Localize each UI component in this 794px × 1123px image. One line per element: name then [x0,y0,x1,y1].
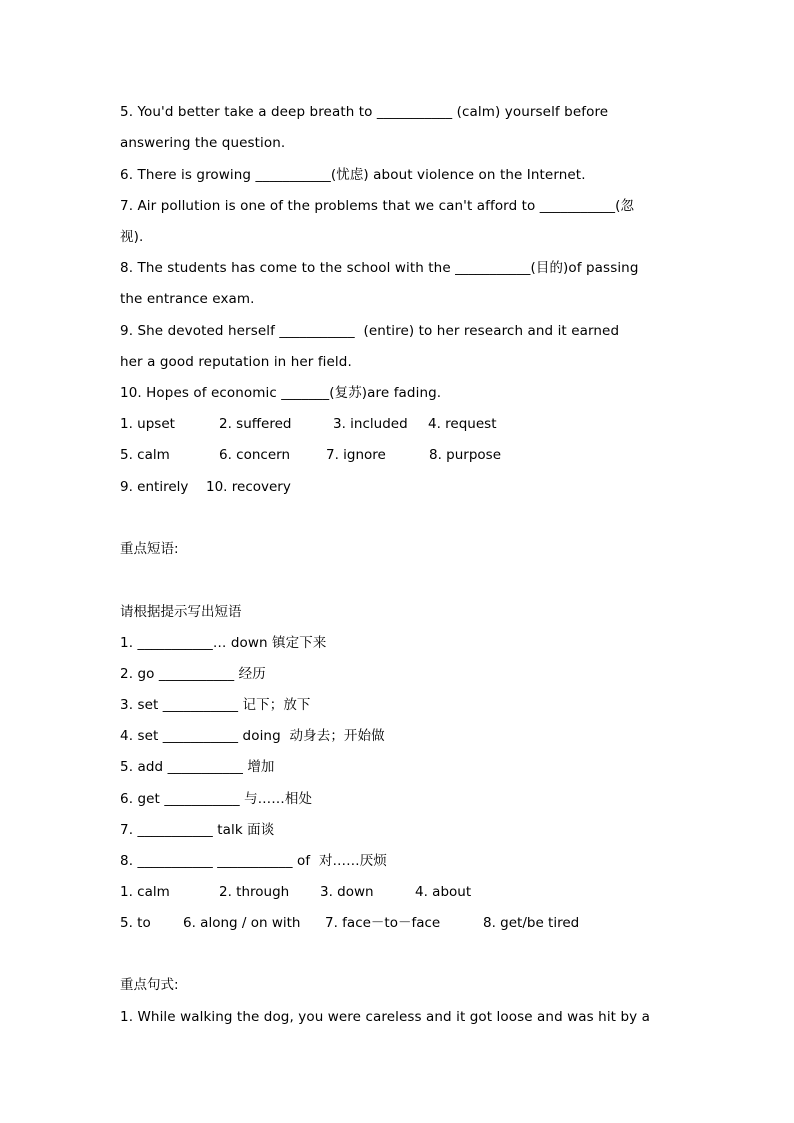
answer-item: 4. about [415,884,472,900]
answer-item: 9. entirely [120,479,189,495]
answer-item: 2. through [219,884,290,900]
phrase-line: 2. go ___________ 经历 [120,666,266,682]
answer-item: 6. concern [219,447,291,463]
answer-item: 5. calm [120,447,170,463]
phrase-line: 1. ___________… down 镇定下来 [120,635,327,651]
answer-item: 1. calm [120,884,170,900]
phrase-line: 4. set ___________ doing 动身去；开始做 [120,728,385,744]
answer-item: 8. purpose [429,447,502,463]
exercise-line: 视). [120,229,144,245]
phrase-line: 5. add ___________ 增加 [120,759,275,775]
exercise-line: 6. There is growing ___________(忧虑) about violence on the Internet. [120,167,586,183]
exercise-line: 7. Air pollution is one of the problems that we can't afford to ___________(忽 [120,198,635,214]
exercise-line: her a good reputation in her field. [120,354,352,370]
answer-item: 3. included [333,416,408,432]
answer-item: 6. along / on with [183,915,301,931]
exercise-line: 9. She devoted herself ___________ (entire) to her research and it earned [120,323,620,339]
answer-item: 8. get/be tired [483,915,580,931]
answer-item: 2. suffered [219,416,292,432]
answer-item: 4. request [428,416,497,432]
exercise-line: the entrance exam. [120,291,255,307]
answer-item: 7. face－to－face [325,915,441,931]
exercise-line: 5. You'd better take a deep breath to ___________ (calm) yourself before [120,104,609,120]
phrase-line: 8. ___________ ___________ of 对……厌烦 [120,853,387,869]
section-heading: 重点句式: [120,977,179,993]
phrase-line: 6. get ___________ 与……相处 [120,791,313,807]
answer-item: 5. to [120,915,151,931]
exercise-line: answering the question. [120,135,286,151]
answer-item: 1. upset [120,416,175,432]
answer-item: 3. down [320,884,374,900]
exercise-line: 10. Hopes of economic _______(复苏)are fading. [120,385,442,401]
answer-item: 7. ignore [326,447,386,463]
sentence-line: 1. While walking the dog, you were careless and it got loose and was hit by a [120,1009,650,1025]
section-instruction: 请根据提示写出短语 [120,604,242,620]
exercise-line: 8. The students has come to the school with the ___________(目的)of passing [120,260,639,276]
section-heading: 重点短语: [120,541,179,557]
answer-item: 10. recovery [206,479,291,495]
phrase-line: 3. set ___________ 记下；放下 [120,697,311,713]
phrase-line: 7. ___________ talk 面谈 [120,822,275,838]
